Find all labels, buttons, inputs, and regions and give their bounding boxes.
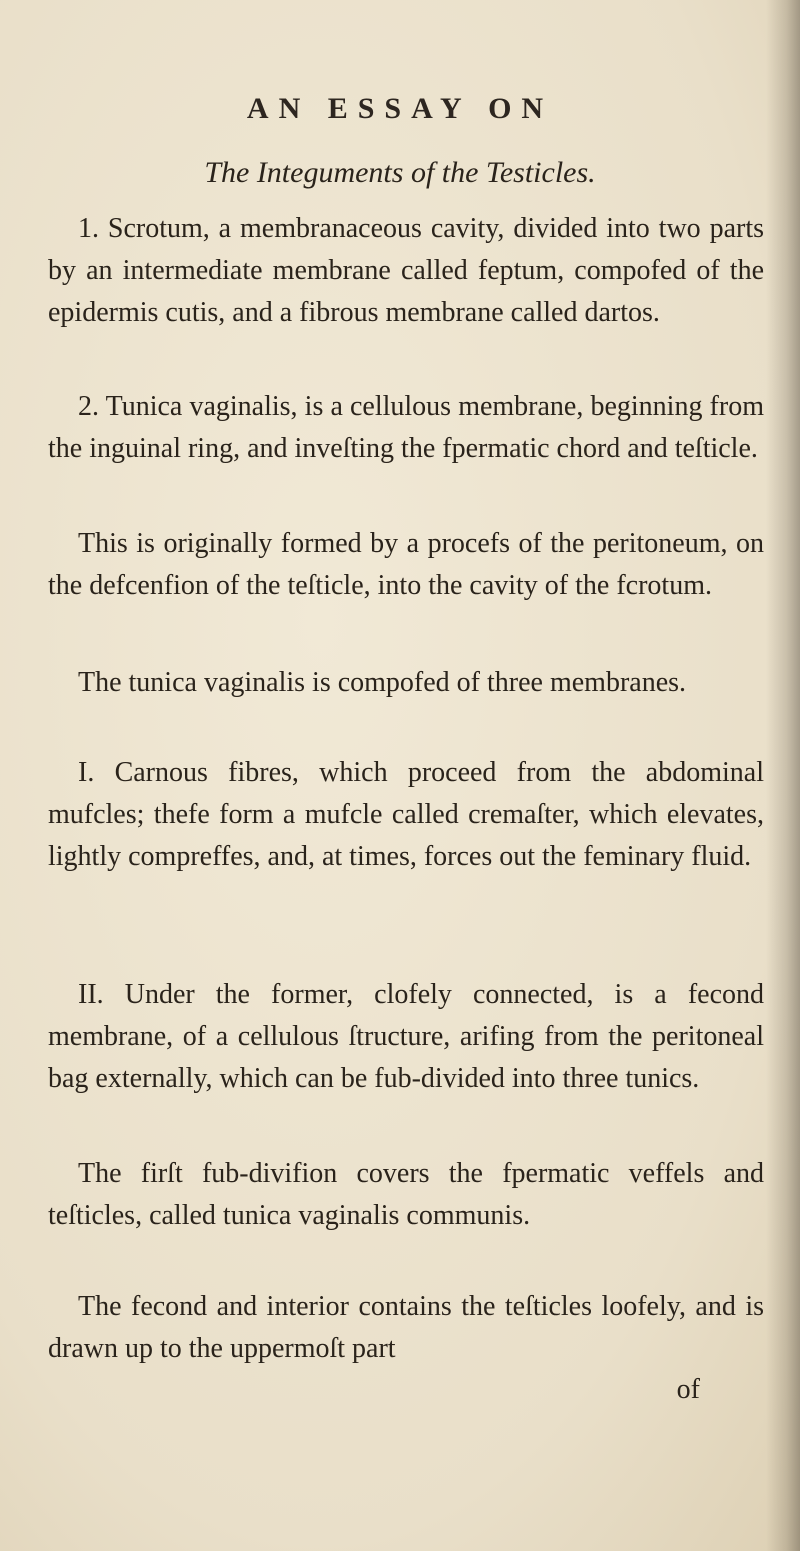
paragraph-carnous-fibres: I. Carnous fibres, which proceed from the abdominal mufcles; thefe form a mufcle called cremaſter, which elevates, lightly compreffes, and, at times, forces out the feminary fluid. [48, 757, 764, 872]
paragraph-peritoneum: This is originally formed by a procefs of the peritoneum, on the defcenfion of the teſticle, into the cavity of the fcrotum. [48, 528, 764, 601]
paragraph-three-membranes: The tunica vaginalis is compofed of three membranes. [78, 667, 687, 698]
page-edge-shadow [766, 0, 800, 1551]
paragraph-first-subdivision: The firſt fub-divifion covers the fpermatic veffels and teſticles, called tunica vaginalis communis. [48, 1158, 764, 1231]
paragraph-scrotum: 1. Scrotum, a membranaceous cavity, divided into two parts by an intermediate membrane called feptum, compofed of the epidermis cutis, and a fibrous membrane called dartos. [48, 213, 764, 328]
paragraph-second-membrane: II. Under the former, clofely connected, is a fecond membrane, of a cellulous ſtructure, arifing from the peritoneal bag externally, which can be fub-divided into three tunics. [48, 979, 764, 1094]
running-head: AN ESSAY ON [246, 92, 554, 125]
paragraph-second-subdivision: The fecond and interior contains the teſticles loofely, and is drawn up to the uppermoſt part [48, 1291, 764, 1364]
paragraph-tunica-vaginalis: 2. Tunica vaginalis, is a cellulous membrane, beginning from the inguinal ring, and inveſting the fpermatic chord and teſticle. [48, 391, 764, 464]
section-heading: The Integuments of the Testicles. [204, 156, 596, 189]
catchword: of [676, 1374, 700, 1405]
